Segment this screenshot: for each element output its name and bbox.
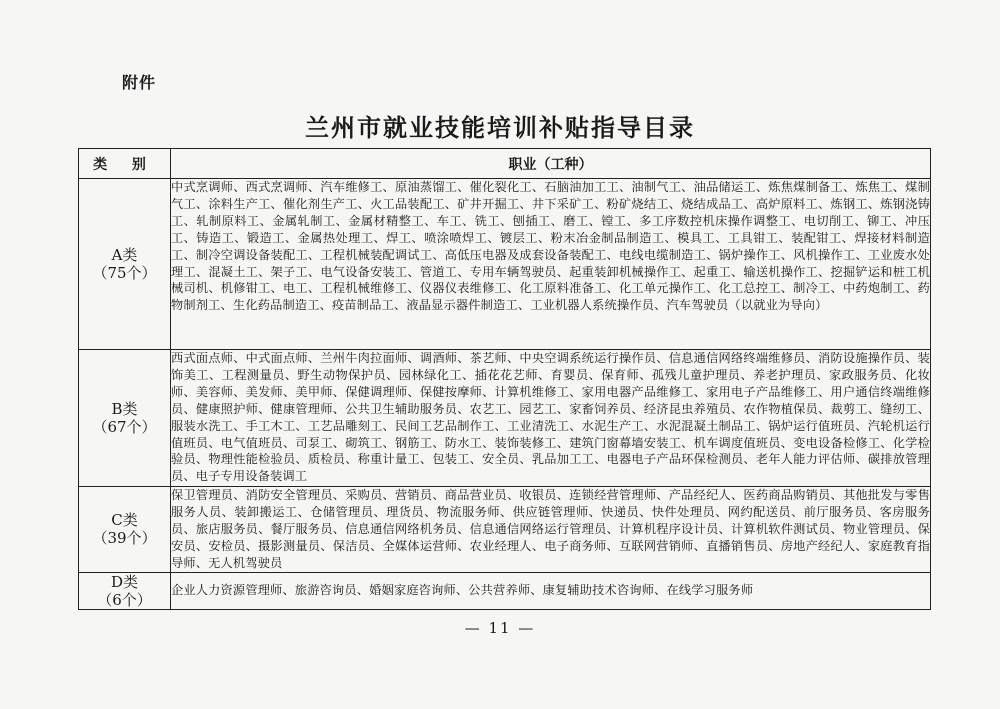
table-row [79, 179, 931, 350]
category-cell-b [79, 350, 171, 487]
table-row [79, 572, 931, 609]
category-count: （6个） [97, 590, 152, 609]
header-category: 类 别 [79, 149, 171, 179]
category-label: B类 [111, 400, 138, 418]
catalog-table [78, 148, 931, 610]
attachment-label: 附件 [122, 73, 157, 92]
category-label: C类 [111, 511, 138, 530]
table-row [79, 350, 931, 487]
category-count: （39个） [92, 529, 157, 548]
occupations-cell-c: 保卫管理员、消防安全管理员、采购员、营销员、商品营业员、收银员、连锁经营管理师、产品经纪人、医药商品购销员、其他批发与零售服务人员、装卸搬运工、仓储管理员、理货员、物流服务师、供应链管理师、快递员、快件处理员、网约配送员、前厅服务员、客房服务员、旅店服务员、餐厅服务员、信息通信网络机务员、信息通信网络运行管理员、计算机程序设计员、计算机软件测试员、物业管理员、保安员、安检员、摄影测量员、保洁员、全媒体运营师、农业经理人、电子商务师、互联网营销师、直播销售员、房地产经纪人、家庭教育指导师、无人机驾驶员 [171, 487, 931, 573]
occupations-cell-d: 企业人力资源管理师、旅游咨询员、婚姻家庭咨询师、公共营养师、康复辅助技术咨询师、在线学习服务师 [171, 572, 931, 609]
table-header-row [79, 149, 931, 179]
table-row [79, 487, 931, 573]
category-cell-c [79, 487, 171, 573]
header-occupation: 职业（工种） [171, 149, 931, 179]
category-count: （75个） [92, 264, 157, 282]
category-cell-d [79, 572, 171, 609]
occupations-cell-b: 西式面点师、中式面点师、兰州牛肉拉面师、调酒师、茶艺师、中央空调系统运行操作员、信息通信网络终端维修员、消防设施操作员、装饰美工、工程测量员、野生动物保护员、园林绿化工、插花花艺师、育婴员、保育师、孤残儿童护理员、养老护理员、家政服务员、化妆师、美容师、美发师、美甲师、保健调理师、保健按摩师、计算机维修工、家用电器产品维修工、家用电子产品维修工、用户通信终端维修员、健康照护师、健康管理师、公共卫生辅助服务员、农艺工、园艺工、家畜饲养员、经济昆虫养殖员、农作物植保员、裁剪工、缝纫工、服装水洗工、手工木工、工艺品雕刻工、民间工艺品制作工、工业清洗工、水泥生产工、水泥混凝土制品工、锅炉运行值班员、汽轮机运行值班员、电气值班员、司泵工、砌筑工、钢筋工、防水工、装饰装修工、建筑门窗幕墙安装工、机车调度值班员、变电设备检修工、化学检验员、物理性能检验员、质检员、称重计量工、包装工、安全员、乳品加工工、电器电子产品环保检测员、老年人能力评估师、碳排放管理员、电子专用设备装调工 [171, 350, 931, 487]
page-number: — 11 — [464, 619, 536, 637]
occupations-cell-a: 中式烹调师、西式烹调师、汽车维修工、原油蒸馏工、催化裂化工、石脑油加工工、油制气工、油品储运工、炼焦煤制备工、炼焦工、煤制气工、涂料生产工、催化剂生产工、火工品装配工、矿井开掘工、井下采矿工、粉矿烧结工、烧结成品工、高炉原料工、炼钢工、炼钢浇铸工、轧制原料工、金属轧制工、金属材精整工、车工、铣工、刨插工、磨工、镗工、多工序数控机床操作调整工、电切削工、铆工、冲压工、铸造工、锻造工、金属热处理工、焊工、喷涂喷焊工、镀层工、粉末冶金制品制造工、模具工、工具钳工、装配钳工、焊接材料制造工、制冷空调设备装配工、工程机械装配调试工、高低压电器及成套设备装配工、电线电缆制造工、锅炉操作工、风机操作工、工业废水处理工、混凝土工、架子工、电气设备安装工、管道工、专用车辆驾驶员、起重装卸机械操作工、起重工、输送机操作工、挖掘铲运和桩工机械司机、机修钳工、电工、工程机械维修工、仪器仪表维修工、化工原料准备工、化工单元操作工、化工总控工、制冷工、中药炮制工、药物制剂工、生化药品制造工、疫苗制品工、液晶显示器件制造工、工业机器人系统操作员、汽车驾驶员（以就业为导向） [171, 179, 931, 350]
category-cell-a [79, 179, 171, 350]
page-title: 兰州市就业技能培训补贴指导目录 [305, 113, 695, 142]
category-label: D类 [110, 572, 139, 591]
category-label: A类 [111, 246, 138, 264]
category-count: （67个） [92, 418, 157, 436]
